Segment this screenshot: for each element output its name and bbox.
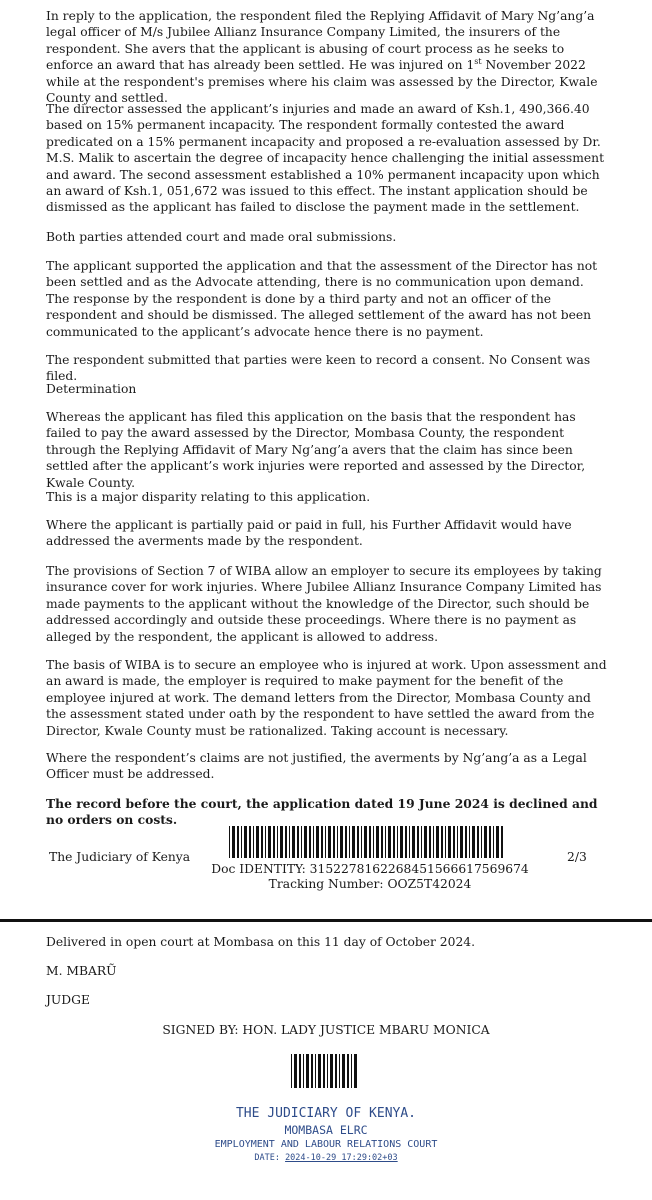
page-number: 2/3 [567, 850, 587, 864]
barcode-bar [311, 1054, 313, 1088]
barcode-bar [393, 826, 395, 858]
barcode-bar [493, 826, 494, 858]
barcode-bar [405, 826, 407, 858]
doc-identity: Doc IDENTITY: 315227816226845156661756967​4 Tracking Number: OOZ5T42024 [211, 862, 529, 891]
barcode-bar [232, 826, 235, 858]
barcode-bar [472, 826, 475, 858]
barcode-bar [335, 1054, 337, 1088]
barcode-bar [299, 1054, 301, 1088]
barcode-bar [484, 826, 487, 858]
barcode-bar [241, 826, 242, 858]
barcode-bar [424, 826, 427, 858]
signature-barcode [291, 1054, 359, 1088]
doc-barcode [229, 826, 505, 858]
paragraph-claims: Where the respondent’s claims are not justified, the averments by Ng’ang’a as a Legal Officer must be addressed. [46, 751, 587, 782]
barcode-bar [349, 826, 350, 858]
barcode-bar [448, 826, 451, 858]
barcode-bar [345, 826, 347, 858]
barcode-bar [388, 826, 391, 858]
barcode-bar [445, 826, 446, 858]
barcode-bar [417, 826, 419, 858]
stamp-date-value: 2024-10-29 17:29:02+03 [285, 1153, 398, 1163]
barcode-bar [328, 826, 331, 858]
paragraph-director-assessment: The director assessed the applicant’s injuries and made an award of Ksh.1, 490,366.40 based on 15% permanent incapacity. The respondent formally contested the award predicated on a 15% permanent incapacity and proposed a re-evaluation assessed by Dr. M.S. Malik to ascertain the degree of incapacity hence challenging the initial assessment and award. The second assessment established a 10% permanent incapacity upon which an award of Ksh.1, 051,672 was issued to this effect. The instant application should be dismissed as the applicant has failed to disclose the payment made in the settlement. [46, 102, 605, 215]
barcode-bar [369, 826, 371, 858]
barcode-bar [321, 826, 323, 858]
barcode-bar [429, 826, 431, 858]
stamp-date-label: DATE: [254, 1153, 280, 1163]
barcode-bar [433, 826, 434, 858]
barcode-bar [489, 826, 491, 858]
barcode-bar [304, 826, 307, 858]
barcode-bar [400, 826, 403, 858]
barcode-bar [333, 826, 335, 858]
barcode-bar [280, 826, 283, 858]
barcode-bar [301, 826, 302, 858]
paragraph-text: In reply to the application, the respondent filed the Replying Affidavit of Mary Ng’ang’a legal officer of M/s Jubilee Allianz Insurance Company Limited, the insurers of the respondent. She avers that the applicant is abusing of court process as he seeks to enforce an award that has already been settled. He was injured on 1 [46, 9, 595, 73]
paragraph-further-affidavit: Where the applicant is partially paid or paid in full, his Further Affidavit would have addressed the averments made by the respondent. [46, 518, 572, 549]
barcode-bar [501, 826, 503, 858]
barcode-bar [306, 1054, 309, 1088]
barcode-bar [351, 1054, 352, 1088]
barcode-bar [316, 826, 319, 858]
paragraph-reply-affidavit [46, 8, 608, 106]
barcode-bar [364, 826, 367, 858]
judge-name: M. MBARŨ [46, 964, 117, 978]
barcode-bar [381, 826, 383, 858]
barcode-bar [376, 826, 379, 858]
barcode-bar [441, 826, 443, 858]
paragraph-text: November 2022 while at the respondent's premises where his claim was assessed by the Director, Kwale County and settled. [46, 58, 598, 106]
barcode-bar [285, 826, 287, 858]
barcode-bar [460, 826, 463, 858]
barcode-bar [397, 826, 398, 858]
barcode-bar [313, 826, 314, 858]
barcode-bar [268, 826, 271, 858]
stamp-court: MOMBASA ELRC [284, 1123, 368, 1137]
barcode-bar [277, 826, 278, 858]
stamp-court-full: EMPLOYMENT AND LABOUR RELATIONS COURT [214, 1139, 438, 1150]
footer-judiciary-label: The Judiciary of Kenya [49, 850, 191, 864]
barcode-bar [337, 826, 338, 858]
barcode-bar [477, 826, 479, 858]
delivered-line: Delivered in open court at Mombasa on this 11 day of October 2024. [46, 935, 476, 949]
barcode-bar [339, 1054, 340, 1088]
barcode-bar [273, 826, 275, 858]
barcode-bar [340, 826, 343, 858]
barcode-bar [294, 1054, 297, 1088]
barcode-bar [436, 826, 439, 858]
barcode-bar [315, 1054, 316, 1088]
page-divider [0, 919, 652, 922]
paragraph-oral-submissions: Both parties attended court and made oral submissions. [46, 230, 397, 244]
barcode-bar [303, 1054, 304, 1088]
barcode-bar [237, 826, 239, 858]
paragraph-disparity: This is a major disparity relating to this application. [46, 490, 371, 504]
barcode-bar [357, 826, 359, 858]
barcode-bar [292, 826, 295, 858]
barcode-bar [261, 826, 263, 858]
paragraph-section-7: The provisions of Section 7 of WIBA allow an employer to secure its employees by taking insurance cover for work injuries. Where Jubilee Allianz Insurance Company Limited has made payments to the applicant without the knowledge of the Director, such should be addressed accordingly and outside these proceedings. Where there is no payment as alleged by the respondent, the applicant is allowed to address. [46, 564, 602, 644]
paragraph-wiba-basis: The basis of WIBA is to secure an employee who is injured at work. Upon assessment and an award is made, the employer is required to make payment for the benefit of the employee injured at work. The demand letters from the Director, Mombasa County and the assessment stated under oath by the respondent to have settled the award from the Director, Kwale County must be rationalized. Taking account is necessary. [46, 658, 607, 738]
barcode-bar [253, 826, 254, 858]
barcode-bar [297, 826, 299, 858]
signed-by: SIGNED BY: HON. LADY JUSTICE MBARU MONICA [162, 1023, 490, 1037]
paragraph-applicant-support: The applicant supported the application and that the assessment of the Director has not been settled and as the Advocate attending, there is no communication upon demand. The response by the respondent is done by a third party and not an officer of the respondent and should be dismissed. The alleged settlement of the award has not been communicated to the applicant’s advocate hence there is no payment. [46, 259, 598, 339]
barcode-bar [244, 826, 247, 858]
barcode-bar [469, 826, 470, 858]
paragraph-consent: The respondent submitted that parties were keen to record a consent. No Consent was filed. [46, 353, 591, 384]
barcode-bar [289, 826, 290, 858]
barcode-bar [465, 826, 467, 858]
paragraph-whereas: Whereas the applicant has filed this application on the basis that the respondent has failed to pay the award assessed by the Director, Mombasa County, the respondent through the Replying Affidavit of Mary Ng’ang’a avers that the claim has since been settled after the applicant’s work injuries were reported and assessed by the Director, Kwale County. [46, 410, 586, 490]
barcode-bar [347, 1054, 349, 1088]
barcode-bar [330, 1054, 333, 1088]
barcode-bar [265, 826, 266, 858]
barcode-bar [354, 1054, 357, 1088]
stamp-title: THE JUDICIARY OF KENYA. [235, 1106, 416, 1121]
barcode-bar [229, 826, 230, 858]
barcode-bar [361, 826, 362, 858]
stamp-date [0, 1153, 652, 1163]
judge-title: JUDGE [46, 993, 90, 1007]
barcode-bar [327, 1054, 328, 1088]
barcode-bar [249, 826, 251, 858]
barcode-bar [342, 1054, 345, 1088]
barcode-bar [421, 826, 422, 858]
barcode-bar [373, 826, 374, 858]
barcode-bar [352, 826, 355, 858]
barcode-bar [457, 826, 458, 858]
paragraph-orders: The record before the court, the application dated 19 June 2024 is declined and no orders on costs. [46, 796, 598, 828]
heading-determination: Determination [46, 382, 137, 396]
barcode-bar [496, 826, 499, 858]
barcode-bar [481, 826, 482, 858]
barcode-bar [409, 826, 410, 858]
ordinal-superscript: st [474, 57, 482, 67]
barcode-bar [323, 1054, 325, 1088]
barcode-bar [412, 826, 415, 858]
barcode-bar [291, 1054, 292, 1088]
barcode-bar [325, 826, 326, 858]
barcode-bar [309, 826, 311, 858]
barcode-bar [256, 826, 259, 858]
barcode-bar [453, 826, 455, 858]
barcode-bar [318, 1054, 321, 1088]
barcode-bar [385, 826, 386, 858]
